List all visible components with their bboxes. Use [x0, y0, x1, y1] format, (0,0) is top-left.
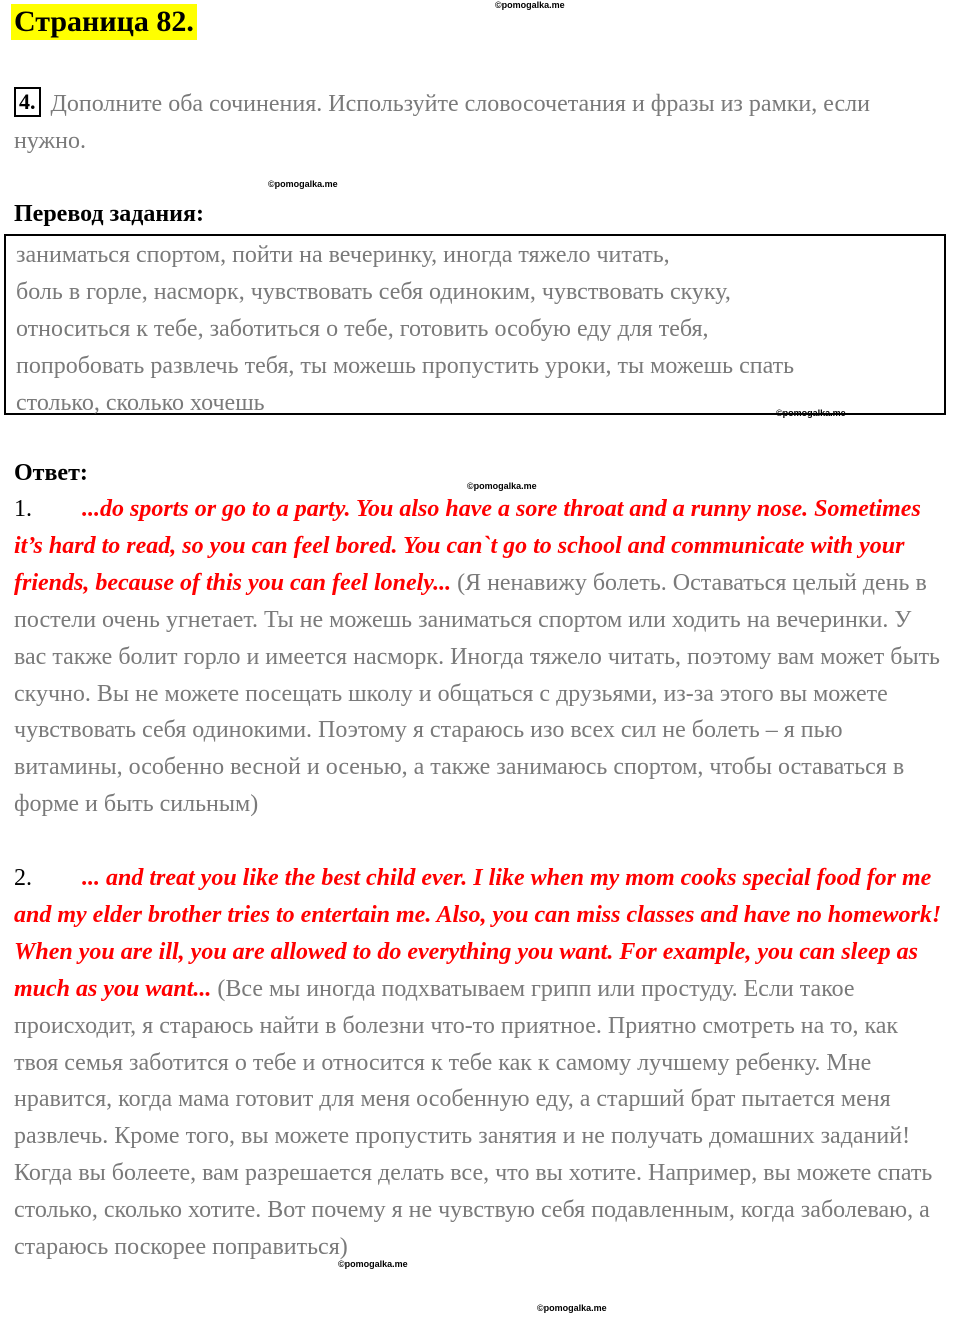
watermark: ©pomogalka.me — [537, 1303, 607, 1313]
phrase-line: боль в горле, насморк, чувствовать себя одиноким, чувствовать скуку, — [16, 279, 731, 305]
phrase-line: заниматься спортом, пойти на вечеринку, иногда тяжело читать, — [16, 242, 670, 268]
answer-english-text: ... and treat you like the best child ever. I like when my mom cooks special food for me and my elder brother tries to entertain me. Also, you can miss classes and have no homework! When you are ill, you are allowed to do everything you want. For example, you can sleep as much as you want... — [14, 865, 942, 1002]
watermark: ©pomogalka.me — [268, 179, 338, 189]
answer-english-text: ...do sports or go to a party. You also have a sore throat and a runny nose. Sometimes it’s hard to read, so you can feel bored. You can`t go to school and communicate with your friends, because of this you can feel lonely... — [14, 496, 921, 596]
answer-number: 1. — [14, 496, 32, 522]
answer-heading: Ответ: — [14, 460, 88, 486]
watermark: ©pomogalka.me — [776, 408, 846, 418]
phrase-line: попробовать развлечь тебя, ты можешь пропустить уроки, ты можешь спать — [16, 353, 795, 379]
answer-essay-2 — [14, 860, 944, 1266]
phrase-line: относиться к тебе, заботиться о тебе, готовить особую еду для тебя, — [16, 316, 709, 342]
phrase-box — [4, 234, 946, 415]
task-number: 4. — [14, 87, 41, 117]
answer-essay-1 — [14, 491, 944, 823]
phrase-line: столько, сколько хочешь — [16, 390, 265, 416]
answer-number: 2. — [14, 865, 32, 891]
page-title: Страница 82. — [11, 4, 197, 40]
watermark: ©pomogalka.me — [338, 1259, 408, 1269]
task-text: Дополните оба сочинения. Используйте словосочетания и фразы из рамки, если нужно. — [14, 91, 870, 154]
task-instruction — [14, 86, 934, 160]
answer-russian-translation: (Все мы иногда подхватываем грипп или простуду. Если такое происходит, я стараюсь найти в болезни что-то приятное. Приятно смотреть на то, как твоя семья заботится о тебе и относится к тебе как к самому лучшему ребенку. Мне нравится, когда мама готовит для меня особенную еду, а старший брат пытается меня развлечь. Кроме того, вы можете пропустить занятия и не получать домашних заданий! Когда вы болеете, вам разрешается делать все, что вы хотите. Например, вы можете спать столько, сколько хотите. Вот почему я не чувствую себя подавленным, когда заболеваю, а стараюсь поскорее поправиться) — [14, 975, 933, 1261]
answer-russian-translation: (Я ненавижу болеть. Оставаться целый день в постели очень угнетает. Ты не можешь заниматься спортом или ходить на вечеринки. У вас также болит горло и имеется насморк. Иногда тяжело читать, поэтому вам может быть скучно. Вы не можете посещать школу и общаться с друзьями, из-за этого вы можете чувствовать себя одинокими. Поэтому я стараюсь изо всех сил не болеть – я пью витамины, особенно весной и осенью, а также занимаюсь спортом, чтобы оставаться в форме и быть сильным) — [14, 569, 941, 818]
watermark: ©pomogalka.me — [495, 0, 565, 10]
translation-heading: Перевод задания: — [14, 201, 204, 227]
watermark: ©pomogalka.me — [467, 481, 537, 491]
